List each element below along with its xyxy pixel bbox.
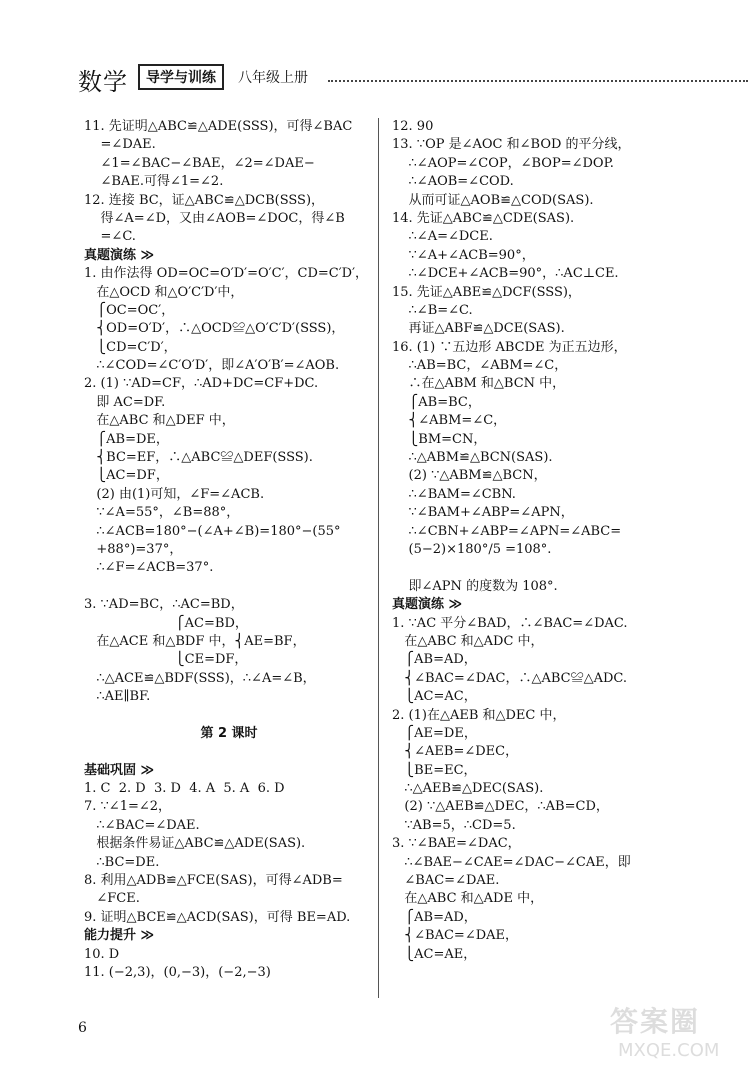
answer-line: 再证△ABF≌△DCE(SAS).	[392, 321, 565, 337]
answer-line: ⎨∠BAC=∠DAC，∴△ABC≌△ADC.	[392, 670, 628, 686]
answer-line: ∴∠BAC=∠DAE.	[84, 817, 200, 833]
watermark-logo: 答案圈	[610, 1005, 701, 1038]
answer-line: 15. 先证△ABE≌△DCF(SSS)，	[392, 284, 581, 300]
answer-line: +88°)=37°，	[84, 541, 183, 557]
answer-line: 即∠APN 的度数为 108°.	[392, 578, 558, 594]
answer-line: 在△ABC 和△ADE 中，	[392, 891, 544, 907]
answer-line: 2. (1) ∵AD=CF，∴AD+DC=CF+DC.	[84, 376, 319, 392]
answer-line: ⎧AB=BC，	[392, 394, 481, 410]
answer-line: ∴△AEB≌△DEC(SAS).	[392, 781, 544, 797]
answer-line	[84, 578, 374, 596]
column-divider	[378, 118, 379, 998]
answer-line: ⎧AC=BD，	[84, 615, 248, 631]
answer-line: ⎧OC=OC′，	[84, 302, 175, 318]
answer-line: (2) 由(1)可知，∠F=∠ACB.	[84, 486, 265, 502]
answer-line: ∠FCE.	[84, 891, 140, 907]
answer-line: ⎩BM=CN，	[392, 431, 487, 447]
page-number: 6	[78, 1020, 87, 1036]
answer-line: ⎨BC=EF，∴△ABC≌△DEF(SSS).	[84, 450, 313, 466]
answer-line: 9. 证明△BCE≌△ACD(SAS)，可得 BE=AD.	[84, 909, 351, 925]
section-heading: 能力提升 ≫	[84, 928, 155, 944]
answer-line: 12. 连接 BC，证△ABC≌△DCB(SSS)，	[84, 192, 325, 208]
answer-line: 12. 90	[392, 119, 434, 134]
answer-line: ∵AB=5，∴CD=5.	[392, 817, 516, 833]
answer-line: ∴∠BAM=∠CBN.	[392, 486, 516, 502]
answer-line: 7. ∵∠1=∠2，	[84, 799, 172, 815]
answer-line: 即 AC=DF.	[84, 394, 166, 410]
answer-line: ⎧AE=DE，	[392, 725, 477, 741]
answer-line: ∵∠A+∠ACB=90°，	[392, 247, 535, 263]
answer-line: ⎩AC=AE，	[392, 946, 477, 962]
answer-line: ∴∠COD=∠C′O′D′，即∠A′O′B′=∠AOB.	[84, 358, 340, 374]
answer-line: 3. ∵AD=BC，∴AC=BD，	[84, 597, 244, 613]
answer-line: ∵∠A=55°，∠B=88°，	[84, 505, 240, 521]
answer-line: 从而可证△AOB≌△COD(SAS).	[392, 192, 594, 208]
section-heading: 真题演练 ≫	[392, 597, 463, 613]
answer-line: 在△ABC 和△DEF 中，	[84, 413, 235, 429]
answer-line: ∴∠F=∠ACB=37°.	[84, 560, 214, 576]
answer-line: 11. (−2,3)，(0,−3)，(−2,−3)	[84, 964, 271, 980]
answer-line: ∴∠ACB=180°−(∠A+∠B)=180°−(55°	[84, 523, 341, 539]
left-answer-column	[84, 118, 374, 982]
answer-line: ∴∠AOP=∠COP，∠BOP=∠DOP.	[392, 155, 614, 171]
answer-line: ⎨∠AEB=∠DEC，	[392, 744, 519, 760]
answer-line: 在△OCD 和△O′C′D′中，	[84, 284, 244, 300]
answer-line: ⎨OD=O′D′，∴△OCD≌△O′C′D′(SSS)，	[84, 321, 345, 337]
right-answer-column	[392, 118, 712, 964]
answer-line: (2) ∵△ABM≌△BCN，	[392, 468, 547, 484]
subject-title: 数学	[78, 68, 128, 96]
answer-line: 13. ∵OP 是∠AOC 和∠BOD 的平分线，	[392, 137, 631, 153]
answer-line: ∴∠B=∠C.	[392, 302, 473, 318]
answer-line: 得∠A=∠D，又由∠AOB=∠DOC，得∠B	[84, 210, 345, 226]
answer-line: 3. ∵∠BAE=∠DAC，	[392, 836, 521, 852]
section-heading: 第 2 课时	[200, 725, 258, 741]
page-header	[78, 60, 678, 94]
answer-line: ∴△ACE≌△BDF(SSS)，∴∠A=∠B，	[84, 670, 316, 686]
answer-line: ⎧AB=DE，	[84, 431, 169, 447]
answer-line: 1. 由作法得 OD=OC=O′D′=O′C′，CD=C′D′，	[84, 266, 369, 282]
answer-line: ⎩CD=C′D′，	[84, 339, 177, 355]
answer-line: 14. 先证△ABC≌△CDE(SAS).	[392, 210, 575, 226]
answer-line: ∴AB=BC，∠ABM=∠C，	[392, 358, 568, 374]
answer-line: ⎨∠ABM=∠C，	[392, 413, 507, 429]
answer-line: ∠1=∠BAC−∠BAE，∠2=∠DAE−	[84, 155, 315, 171]
answer-line: ∴∠AOB=∠COD.	[392, 174, 514, 190]
answer-line: ∴∠A=∠DCE.	[392, 229, 493, 245]
answer-line: ∴△ABM≌△BCN(SAS).	[392, 450, 553, 466]
answer-line	[84, 707, 374, 725]
answer-line: =∠DAE.	[84, 137, 156, 153]
answer-line: 8. 利用△ADB≌△FCE(SAS)，可得∠ADB=	[84, 873, 343, 889]
answer-line: 1. C 2. D 3. D 4. A 5. A 6. D	[84, 781, 285, 797]
answer-line: ∴AE∥BF.	[84, 689, 151, 705]
answer-line: 在△ABC 和△ADC 中，	[392, 633, 544, 649]
answer-line: (2) ∵△AEB≌△DEC，∴AB=CD，	[392, 799, 609, 815]
answer-line: 16. (1) ∵五边形 ABCDE 为正五边形，	[392, 339, 627, 355]
answer-line: 1. ∵AC 平分∠BAD，∴∠BAC=∠DAC.	[392, 615, 628, 631]
section-heading: 基础巩固 ≫	[84, 762, 155, 778]
answer-line: 根据条件易证△ABC≌△ADE(SAS).	[84, 836, 306, 852]
answer-line: ∴∠BAE−∠CAE=∠DAC−∠CAE，即	[392, 854, 631, 870]
answer-line: =∠C.	[84, 229, 136, 245]
answer-line: ⎨∠BAC=∠DAE，	[392, 928, 519, 944]
grade-label: 八年级上册	[238, 70, 308, 86]
answer-line: ∴在△ABM 和△BCN 中，	[392, 376, 566, 392]
answer-line: ∠BAC=∠DAE.	[392, 873, 500, 889]
answer-line: ⎧AB=AD，	[392, 909, 477, 925]
answer-line: ⎩AC=DF，	[84, 468, 169, 484]
answer-line: ⎧AB=AD，	[392, 652, 477, 668]
answer-line: ∠BAE.可得∠1=∠2.	[84, 174, 224, 190]
watermark-url: MXQE.COM	[618, 1040, 720, 1061]
answer-line: ⎩BE=EC，	[392, 762, 477, 778]
answer-line: ⎩AC=AC，	[392, 689, 477, 705]
answer-line: ∵∠BAM+∠ABP=∠APN，	[392, 505, 574, 521]
answer-line: (5−2)×180°/5 =108°.	[392, 541, 552, 557]
answer-line: 10. D	[84, 946, 120, 962]
answer-line: 11. 先证明△ABC≌△ADE(SSS)，可得∠BAC	[84, 119, 353, 134]
answer-line	[392, 559, 712, 577]
answer-line: 在△ACE 和△BDF 中，⎨AE=BF，	[84, 633, 306, 649]
answer-line: ∴BC=DE.	[84, 854, 160, 870]
answer-line	[84, 743, 374, 761]
answer-line: ⎩CE=DF，	[84, 652, 248, 668]
section-heading: 真题演练 ≫	[84, 247, 155, 263]
series-title-box: 导学与训练	[138, 64, 224, 90]
answer-line: ∴∠DCE+∠ACB=90°，∴AC⊥CE.	[392, 266, 619, 282]
answer-line: 2. (1)在△AEB 和△DEC 中，	[392, 707, 566, 723]
header-dotted-rule	[328, 80, 748, 82]
answer-line: ∴∠CBN+∠ABP=∠APN=∠ABC=	[392, 523, 622, 539]
